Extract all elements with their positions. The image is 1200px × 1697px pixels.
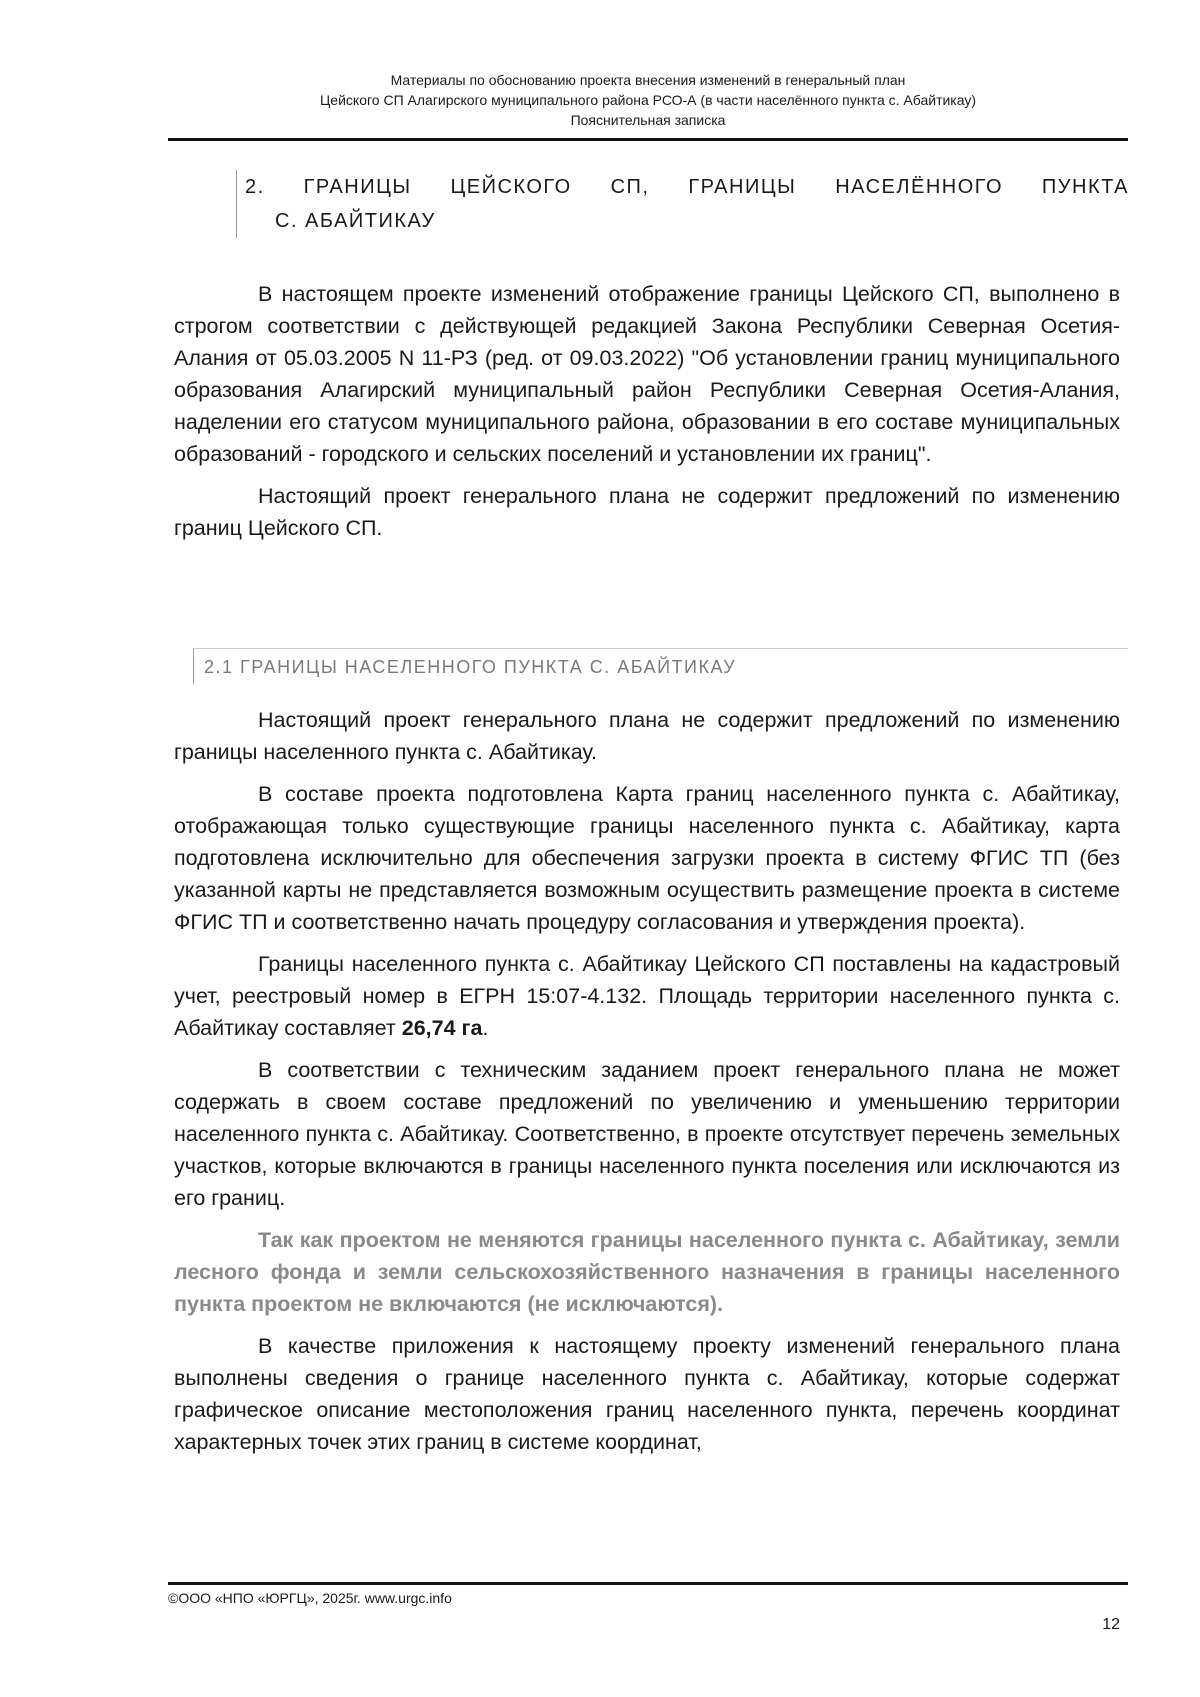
paragraph-area xyxy=(174,948,1120,1044)
highlighted-paragraph: Так как проектом не меняются границы населенного пункта с. Абайтикау, земли лесного фонда и земли сельскохозяйственного назначения в границы населенного пункта проектом не включаются (не исключаются). xyxy=(174,1228,1120,1316)
section-2-heading-line-1 xyxy=(245,170,1129,204)
section-2-word: ПУНКТА xyxy=(1041,176,1129,198)
area-value: 26,74 га xyxy=(401,1016,483,1040)
section-2-heading-line-2: С. АБАЙТИКАУ xyxy=(275,210,436,232)
header-line-3: Пояснительная записка xyxy=(570,112,726,128)
section-2-heading xyxy=(236,170,1129,238)
section-2-word: ГРАНИЦЫ xyxy=(688,176,797,198)
subsection-2-1-heading: 2.1 ГРАНИЦЫ НАСЕЛЕННОГО ПУНКТА С. АБАЙТИКАУ xyxy=(193,648,1128,684)
paragraph: В качестве приложения к настоящему проекту изменений генерального плана выполнены сведения о границе населенного пункта с. Абайтикау, которые содержат графическое описание местоположения границ населенного пункта, перечень координат характерных точек этих границ в системе координат, xyxy=(174,1334,1120,1454)
subsection-2-1-body xyxy=(174,704,1120,1468)
section-2-word: ГРАНИЦЫ xyxy=(303,176,412,198)
footer-copyright: ©ООО «НПО «ЮРГЦ», 2025г. www.urgc.info xyxy=(168,1590,452,1606)
area-text: Границы населенного пункта с. Абайтикау Цейского СП поставлены на кадастровый учет, реестровый номер в ЕГРН 15:07-4.132. Площадь территории населенного пункта с. Абайтикау составляет xyxy=(174,952,1120,1040)
page-number: 12 xyxy=(1102,1616,1120,1633)
section-2-word: СП, xyxy=(610,176,650,198)
header-divider xyxy=(168,138,1128,141)
paragraph: Настоящий проект генерального плана не содержит предложений по изменению границ Цейского СП. xyxy=(174,484,1120,540)
paragraph: Настоящий проект генерального плана не содержит предложений по изменению границы населенного пункта с. Абайтикау. xyxy=(174,708,1120,764)
section-2-word: НАСЕЛЁННОГО xyxy=(835,176,1004,198)
paragraph: В настоящем проекте изменений отображение границы Цейского СП, выполнено в строгом соответствии с действующей редакцией Закона Республики Северная Осетия-Алания от 05.03.2005 N 11-РЗ (ред. от 09.03.2022) "Об установлении границ муниципального образования Алагирский муниципальный район Республики Северная Осетия-Алания, наделении его статусом муниципального района, образовании в его составе муниципальных образований - городского и сельских поселений и установлении их границ". xyxy=(174,282,1120,466)
document-header xyxy=(168,70,1128,130)
footer-divider xyxy=(168,1582,1128,1585)
section-2-body xyxy=(174,278,1120,544)
paragraph: В составе проекта подготовлена Карта границ населенного пункта с. Абайтикау, отображающая только существующие границы населенного пункта с. Абайтикау, карта подготовлена исключительно для обеспечения загрузки проекта в систему ФГИС ТП (без указанной карты не представляется возможным осуществить размещение проекта в системе ФГИС ТП и соответственно начать процедуру согласования и утверждения проекта). xyxy=(174,782,1120,934)
section-2-word: ЦЕЙСКОГО xyxy=(450,176,572,198)
header-line-2: Цейского СП Алагирского муниципального района РСО-А (в части населённого пункта с. Абайтикау) xyxy=(319,92,977,108)
section-2-number: 2. xyxy=(245,176,265,198)
paragraph: В соответствии с техническим заданием проект генерального плана не может содержать в своем составе предложений по увеличению и уменьшению территории населенного пункта с. Абайтикау. Соответственно, в проекте отсутствует перечень земельных участков, которые включаются в границы населенного пункта поселения или исключаются из его границ. xyxy=(174,1058,1120,1210)
header-line-1: Материалы по обоснованию проекта внесения изменений в генеральный план xyxy=(390,72,906,88)
area-text-end: . xyxy=(482,1016,489,1040)
